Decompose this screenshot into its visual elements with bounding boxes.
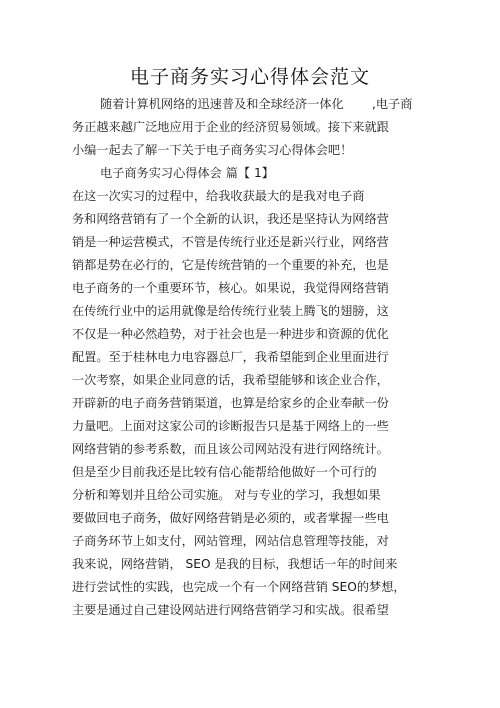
text-line: ,电子商	[372, 97, 413, 111]
document-title: 电子商务实习心得体会范文	[129, 66, 370, 88]
text-line: 进行尝试性的实践，也完成一个有一个网络营销 SEO的梦想，	[72, 580, 406, 594]
text-line: 一次考察，如果企业同意的话，我希望能够和该企业合作，	[72, 373, 389, 387]
text-line: 销是一种运营模式，不管是传统行业还是新兴行业，网络营	[72, 235, 389, 249]
text-line: 务正越来越广泛地应用于企业的经济贸易领域。接下来就跟	[72, 120, 389, 134]
text-line: 分析和筹划并且给公司实施。 对与专业的学习，我想如果	[72, 488, 381, 502]
text-line: 子商务环节上如支付，网站管理，网站信息管理等技能，对	[72, 534, 389, 548]
text-line: 开辟新的电子商务营销渠道，也算是给家乡的企业奉献一份	[72, 396, 389, 410]
text-line: 不仅是一种必然趋势，对于社会也是一种进步和资源的优化	[72, 327, 389, 341]
text-line: 随着计算机网络的迅速普及和全球经济一体化	[100, 97, 344, 111]
text-line: 要做回电子商务，做好网络营销是必须的，或者掌握一些电	[72, 511, 389, 525]
text-line: 电子商务的一个重要环节，核心。如果说，我觉得网络营销	[72, 281, 389, 295]
text-line: 我来说，网络营销， SEO 是我的目标，我想话一年的时间来	[72, 557, 398, 571]
text-line: 力量吧。上面对这家公司的诊断报告只是基于网络上的一些	[72, 419, 389, 433]
text-line: 销都是势在必行的，它是传统营销的一个重要的补充，也是	[72, 258, 389, 272]
text-line: 但是至少目前我还是比较有信心能帮给他做好一个可行的	[72, 465, 377, 479]
text-line: 在这一次实习的过程中，给我收获最大的是我对电子商	[72, 189, 365, 203]
text-line: 配置。至于桂林电力电容器总厂，我希望能到企业里面进行	[72, 350, 389, 364]
text-line: 电子商务实习心得体会 篇【 1】	[100, 166, 274, 180]
text-line: 务和网络营销有了一个全新的认识，我还是坚持认为网络营	[72, 212, 389, 226]
text-line: 网络营销的参考系数，而且该公司网站没有进行网络统计。	[72, 442, 389, 456]
text-line: 主要是通过自己建设网站进行网络营销学习和实战。很希望	[72, 603, 389, 617]
text-line: 在传统行业中的运用就像是给传统行业装上腾飞的翅膀，这	[72, 304, 389, 318]
text-line: 小编一起去了解一下关于电子商务实习心得体会吧！	[72, 143, 353, 157]
